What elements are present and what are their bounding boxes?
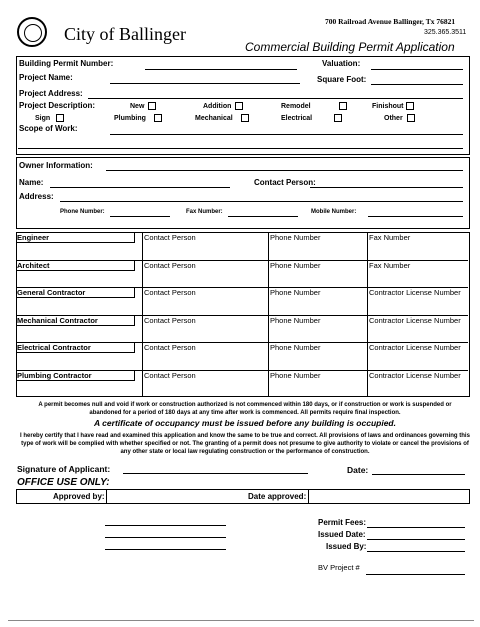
city-name: City of Ballinger [64, 24, 186, 44]
certify-notice: I hereby certify that I have read and examined this application and know the same to be true and correct. All provisions of laws and ordinances governing this type of work will be complied with whether specified or not. The granting of a permit does not presume to give authority to violate or cancel the provisions of any other state or local law regulating construction or the performance of construction. [20, 433, 470, 455]
void-notice: A permit becomes null and void if work or construction authorized is not commenced within 180 days, or if construction or work is suspended or abandoned for a period of 180 days at any time after work is commenced. All permits require final inspection. [38, 402, 452, 416]
owner-address-field[interactable] [60, 201, 463, 202]
office-use-title: OFFICE USE ONLY: [17, 477, 110, 488]
electrical-checkbox[interactable] [334, 114, 342, 122]
date-label: Date: [347, 465, 369, 475]
type-mechanical[interactable]: Mechanical [195, 114, 249, 122]
contractor-c1-2[interactable]: Contact Person [144, 288, 196, 297]
owner-name-label: Name: [19, 178, 44, 187]
fax-number-label: Fax Number: [186, 209, 223, 215]
date-approved-label: Date approved: [248, 492, 307, 501]
type-new[interactable]: New [130, 102, 156, 110]
permit-fees-label: Permit Fees: [318, 518, 367, 527]
city-phone: 325.365.3511 [424, 29, 467, 36]
contractor-c3-0[interactable]: Fax Number [369, 233, 411, 242]
issued-by-field[interactable] [367, 551, 465, 552]
approved-by-label: Approved by: [53, 492, 105, 501]
contractor-c1-3[interactable]: Contact Person [144, 316, 196, 325]
bv-project-field[interactable] [366, 574, 465, 575]
contractor-role-1: Architect [17, 261, 135, 271]
plumbing-checkbox[interactable] [154, 114, 162, 122]
city-address: 700 Railroad Avenue Ballinger, Tx 76821 [325, 17, 456, 26]
contractor-c3-2[interactable]: Contractor License Number [369, 288, 461, 297]
type-addition[interactable]: Addition [203, 102, 243, 110]
date-field[interactable] [372, 474, 465, 475]
scope-of-work-field-2[interactable] [18, 148, 463, 149]
contractor-role-4: Electrical Contractor [17, 343, 135, 353]
finishout-checkbox[interactable] [406, 102, 414, 110]
contractor-role-0: Engineer [17, 233, 135, 243]
sign-checkbox[interactable] [56, 114, 64, 122]
contractor-c2-1[interactable]: Phone Number [270, 261, 321, 270]
contractor-role-2: General Contractor [17, 288, 135, 298]
square-foot-label: Square Foot: [317, 75, 367, 84]
owner-information-label: Owner Information: [19, 161, 93, 170]
contractor-c2-2[interactable]: Phone Number [270, 288, 321, 297]
fax-number-field[interactable] [228, 216, 298, 217]
issued-date-field[interactable] [367, 539, 465, 540]
scope-of-work-label: Scope of Work: [19, 124, 78, 133]
type-remodel[interactable]: Remodel [281, 102, 347, 110]
bv-project-label: BV Project # [318, 563, 360, 572]
remodel-checkbox[interactable] [339, 102, 347, 110]
contact-person-field[interactable] [310, 187, 463, 188]
contractor-c1-4[interactable]: Contact Person [144, 343, 196, 352]
permit-number-label: Building Permit Number: [19, 59, 114, 68]
other-checkbox[interactable] [407, 114, 415, 122]
contractor-c1-5[interactable]: Contact Person [144, 371, 196, 380]
contractor-c2-0[interactable]: Phone Number [270, 233, 321, 242]
permit-fees-field[interactable] [367, 527, 465, 528]
new-checkbox[interactable] [148, 102, 156, 110]
project-description-label: Project Description: [19, 101, 96, 110]
contractor-c3-4[interactable]: Contractor License Number [369, 343, 461, 352]
applicant-signature-field[interactable] [123, 473, 308, 474]
contractor-c1-1[interactable]: Contact Person [144, 261, 196, 270]
type-other[interactable]: Other [384, 114, 415, 122]
scope-of-work-field-1[interactable] [110, 134, 463, 135]
issued-by-label: Issued By: [326, 542, 367, 551]
contractor-c2-3[interactable]: Phone Number [270, 316, 321, 325]
occupancy-notice: A certificate of occupancy must be issued before any building is occupied. [94, 418, 396, 428]
project-name-field[interactable] [110, 83, 300, 84]
owner-address-label: Address: [19, 192, 54, 201]
permit-number-field[interactable] [145, 69, 297, 70]
contractor-c2-5[interactable]: Phone Number [270, 371, 321, 380]
valuation-label: Valuation: [322, 59, 361, 68]
addition-checkbox[interactable] [235, 102, 243, 110]
project-name-label: Project Name: [19, 73, 73, 82]
type-sign[interactable]: Sign [35, 114, 64, 122]
square-foot-field[interactable] [371, 84, 463, 85]
type-finishout[interactable]: Finishout [372, 102, 414, 110]
valuation-field[interactable] [371, 69, 463, 70]
contractor-c2-4[interactable]: Phone Number [270, 343, 321, 352]
project-address-label: Project Address: [19, 89, 83, 98]
phone-number-field[interactable] [110, 216, 170, 217]
contractor-role-5: Plumbing Contractor [17, 371, 135, 381]
contractor-c3-5[interactable]: Contractor License Number [369, 371, 461, 380]
project-address-field[interactable] [88, 98, 463, 99]
mechanical-checkbox[interactable] [241, 114, 249, 122]
issued-date-label: Issued Date: [318, 530, 366, 539]
type-plumbing[interactable]: Plumbing [114, 114, 162, 122]
contractor-c1-0[interactable]: Contact Person [144, 233, 196, 242]
owner-info-field[interactable] [106, 170, 463, 171]
city-seal-icon [17, 17, 47, 47]
applicant-signature-label: Signature of Applicant: [17, 464, 111, 474]
owner-name-field[interactable] [50, 187, 230, 188]
mobile-number-field[interactable] [368, 216, 463, 217]
contractor-c3-1[interactable]: Fax Number [369, 261, 411, 270]
phone-number-label: Phone Number: [60, 209, 105, 215]
contact-person-label: Contact Person: [254, 178, 316, 187]
contractor-c3-3[interactable]: Contractor License Number [369, 316, 461, 325]
contractor-role-3: Mechanical Contractor [17, 316, 135, 326]
form-title: Commercial Building Permit Application [245, 40, 455, 54]
type-electrical[interactable]: Electrical [281, 114, 342, 122]
mobile-number-label: Mobile Number: [311, 209, 357, 215]
